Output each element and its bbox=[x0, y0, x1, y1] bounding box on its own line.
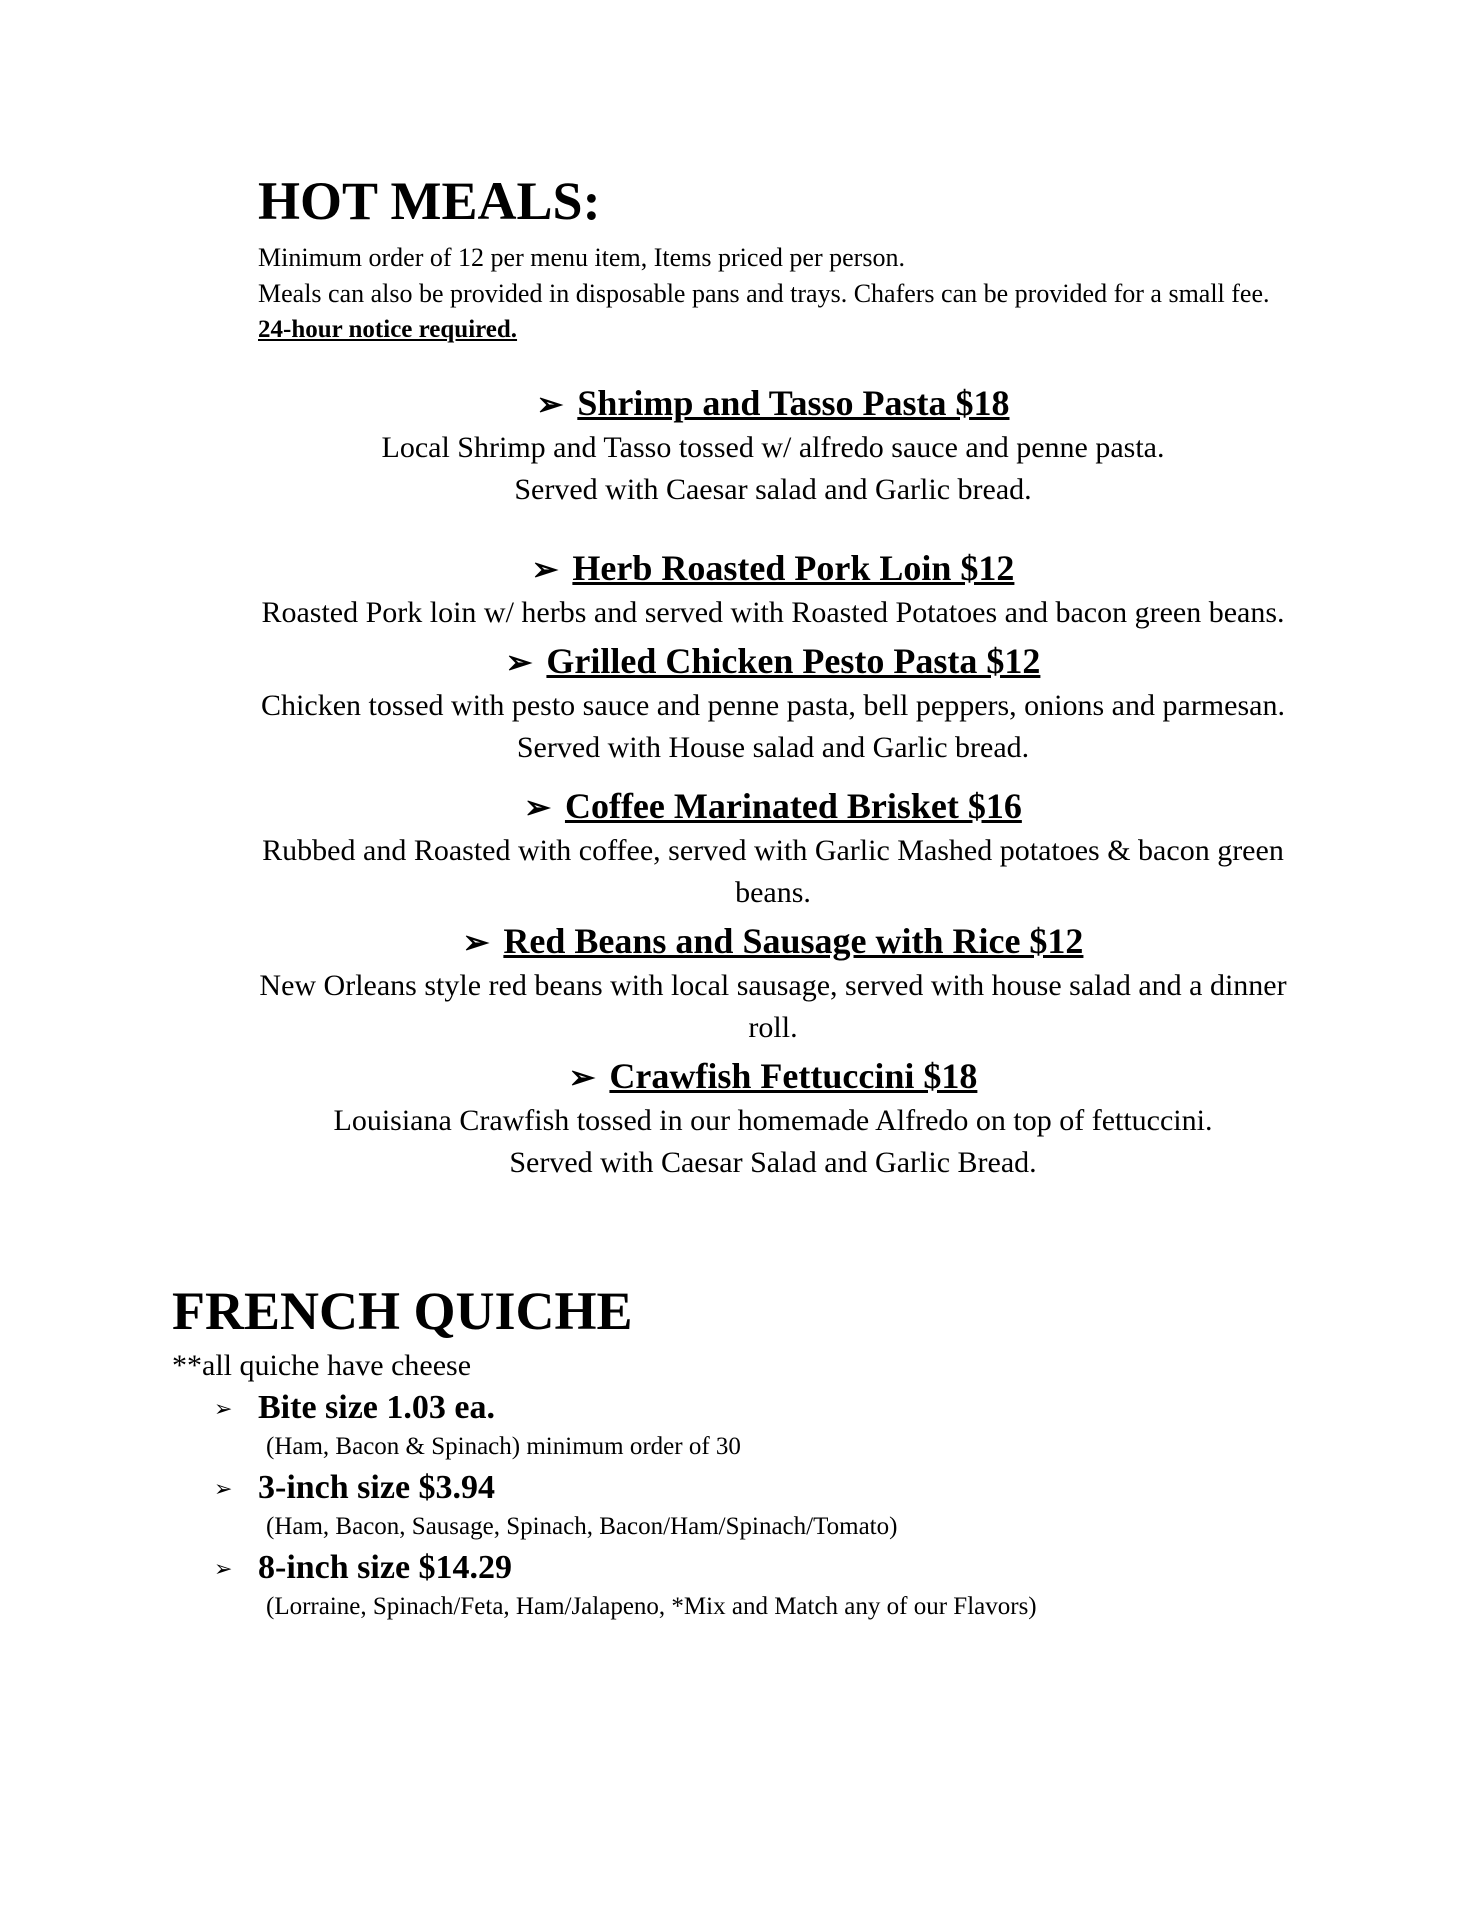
meal-item-chicken-pesto bbox=[258, 638, 1288, 769]
arrow-bullet-icon: ➢ bbox=[524, 789, 551, 825]
arrow-bullet-icon: ➢ bbox=[214, 1476, 233, 1501]
arrow-bullet-icon: ➢ bbox=[214, 1396, 233, 1421]
quiche-item-3-inch bbox=[214, 1466, 1314, 1544]
meal-served-with: Served with Caesar Salad and Garlic Bread. bbox=[509, 1146, 1037, 1179]
quiche-item-title: 8-inch size $14.29 bbox=[258, 1549, 513, 1586]
meal-title: Herb Roasted Pork Loin $12 bbox=[572, 548, 1015, 588]
notice-required: 24-hour notice required. bbox=[258, 316, 518, 343]
arrow-bullet-icon: ➢ bbox=[462, 924, 490, 960]
meal-item-red-beans bbox=[258, 918, 1288, 1049]
arrow-bullet-icon: ➢ bbox=[568, 1059, 596, 1095]
meal-item-crawfish bbox=[258, 1053, 1288, 1184]
meal-description: Louisiana Crawfish tossed in our homemade Alfredo on top of fettuccini. bbox=[333, 1104, 1213, 1137]
meal-title: Coffee Marinated Brisket $16 bbox=[564, 786, 1022, 826]
meal-title: Crawfish Fettuccini $18 bbox=[609, 1056, 978, 1096]
quiche-list bbox=[214, 1386, 1314, 1626]
quiche-item-description: (Lorraine, Spinach/Feta, Ham/Jalapeno, *Mix and Match any of our Flavors) bbox=[266, 1593, 1037, 1620]
quiche-item-8-inch bbox=[214, 1546, 1314, 1624]
meal-title: Red Beans and Sausage with Rice $12 bbox=[503, 921, 1084, 961]
hot-meals-title: HOT MEALS: bbox=[258, 171, 601, 231]
arrow-bullet-icon: ➢ bbox=[531, 551, 559, 587]
intro-disposable-pans: Meals can also be provided in disposable pans and trays. Chafers can be provided for a small fee. bbox=[258, 279, 1270, 308]
quiche-item-bite-size bbox=[214, 1386, 1314, 1464]
arrow-bullet-icon: ➢ bbox=[536, 386, 564, 422]
meal-title: Shrimp and Tasso Pasta $18 bbox=[577, 383, 1010, 423]
french-quiche-title: FRENCH QUICHE bbox=[172, 1281, 633, 1341]
intro-minimum-order: Minimum order of 12 per menu item, Items priced per person. bbox=[258, 243, 905, 272]
hot-meals-intro bbox=[258, 240, 1278, 348]
quiche-note: **all quiche have cheese bbox=[172, 1349, 472, 1382]
meal-description: Chicken tossed with pesto sauce and penne pasta, bell peppers, onions and parmesan. bbox=[261, 689, 1285, 722]
arrow-bullet-icon: ➢ bbox=[505, 644, 533, 680]
meal-served-with: Served with House salad and Garlic bread. bbox=[516, 731, 1030, 764]
meal-item-brisket bbox=[258, 783, 1288, 914]
meal-description: New Orleans style red beans with local sausage, served with house salad and a dinner roll. bbox=[259, 969, 1287, 1044]
meal-served-with: Served with Caesar salad and Garlic bread. bbox=[514, 473, 1032, 506]
quiche-item-description: (Ham, Bacon, Sausage, Spinach, Bacon/Ham/Spinach/Tomato) bbox=[266, 1513, 898, 1540]
meal-description: Rubbed and Roasted with coffee, served with Garlic Mashed potatoes & bacon green beans. bbox=[262, 834, 1284, 909]
meal-title: Grilled Chicken Pesto Pasta $12 bbox=[546, 641, 1041, 681]
quiche-item-description: (Ham, Bacon & Spinach) minimum order of 30 bbox=[266, 1433, 741, 1460]
hot-meals-list bbox=[258, 380, 1288, 1184]
quiche-item-title: Bite size 1.03 ea. bbox=[258, 1389, 495, 1426]
meal-item-shrimp-tasso bbox=[258, 380, 1288, 511]
meal-item-pork-loin bbox=[258, 545, 1288, 634]
meal-description: Local Shrimp and Tasso tossed w/ alfredo sauce and penne pasta. bbox=[381, 431, 1165, 464]
quiche-item-title: 3-inch size $3.94 bbox=[258, 1469, 496, 1506]
meal-description: Roasted Pork loin w/ herbs and served with Roasted Potatoes and bacon green beans. bbox=[261, 596, 1285, 629]
arrow-bullet-icon: ➢ bbox=[214, 1556, 233, 1581]
